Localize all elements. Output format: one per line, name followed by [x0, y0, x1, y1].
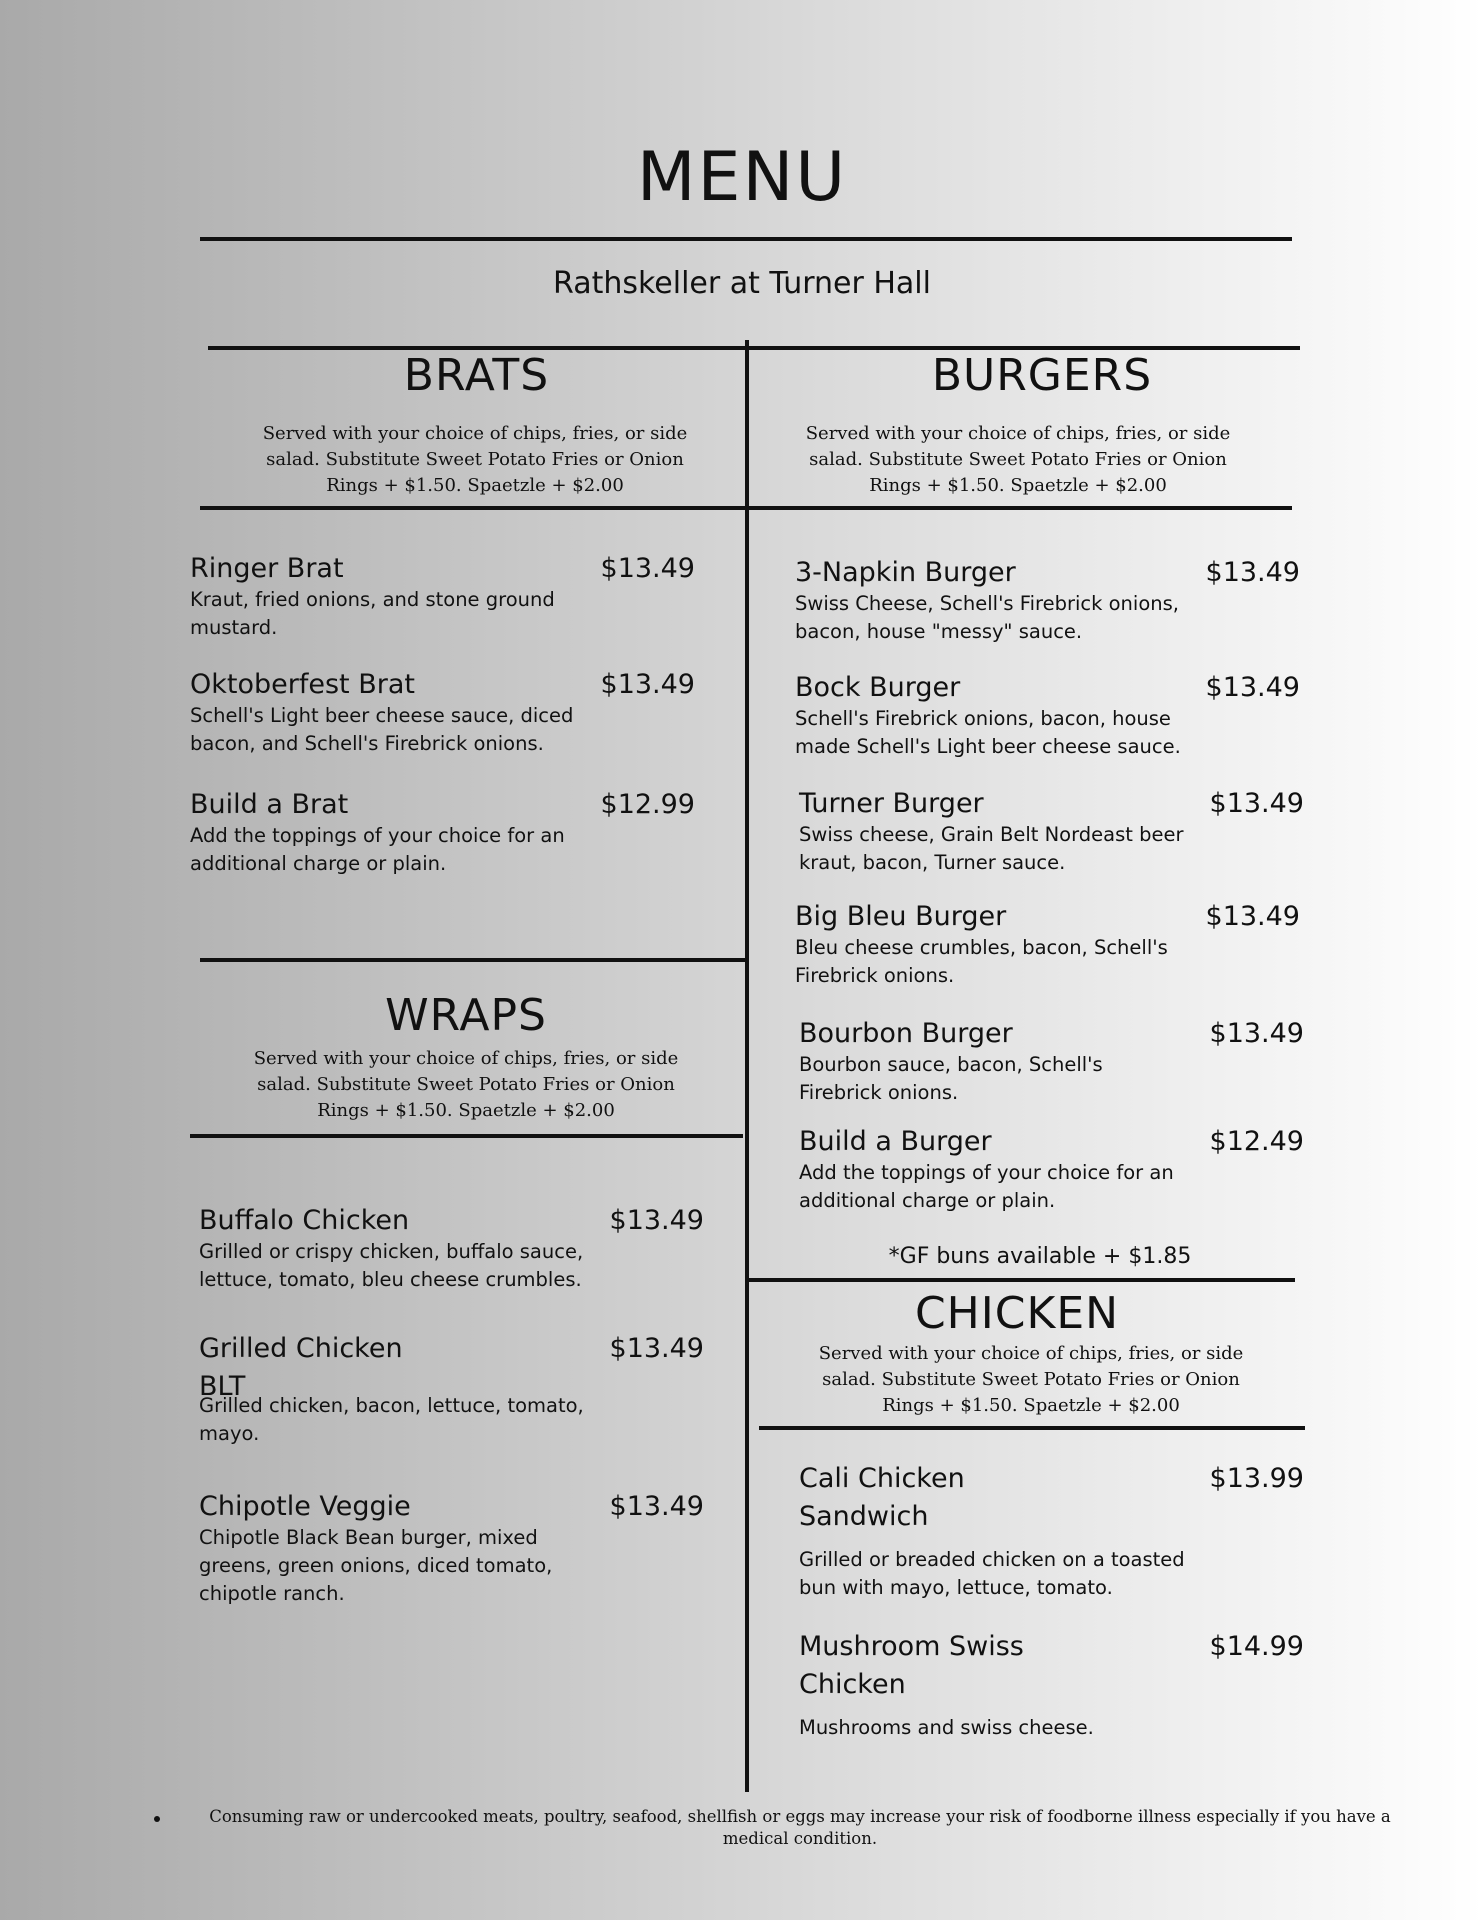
- menu-title: MENU: [636, 138, 848, 217]
- burgers-description: Served with your choice of chips, fries, or side salad. Substitute Sweet Potato Fries or Onion Rings + $1.50. Spaetzle + $2.00: [805, 423, 1231, 496]
- item-price: $13.99: [1209, 1463, 1304, 1494]
- item-description: Mushrooms and swiss cheese.: [799, 1716, 1094, 1739]
- menu-item-ringer-brat: [190, 550, 695, 650]
- food-safety-disclaimer: Consuming raw or undercooked meats, poultry, seafood, shellfish or eggs may increase your risk of foodborne illness especially if you have a medical condition.: [209, 1807, 1391, 1848]
- menu-item-3-napkin-burger: [795, 554, 1300, 654]
- item-price: $12.49: [1209, 1126, 1304, 1157]
- menu-item-chipotle-veggie: [199, 1488, 704, 1608]
- brats-description: Served with your choice of chips, fries, or side salad. Substitute Sweet Potato Fries or Onion Rings + $1.50. Spaetzle + $2.00: [262, 423, 688, 496]
- item-description: Bourbon sauce, bacon, Schell's Firebrick onions.: [799, 1053, 1103, 1104]
- item-name: Turner Burger: [799, 788, 984, 819]
- wraps-top-rule: [200, 958, 745, 962]
- menu-item-buffalo-chicken: [199, 1202, 704, 1302]
- item-price: $13.49: [1209, 1018, 1304, 1049]
- wraps-bottom-rule: [190, 1134, 743, 1138]
- item-description: Add the toppings of your choice for an additional charge or plain.: [190, 824, 565, 875]
- item-description: Schell's Light beer cheese sauce, diced bacon, and Schell's Firebrick onions.: [190, 704, 574, 755]
- burgers-bottom-rule: [749, 506, 1292, 510]
- brats-heading: BRATS: [403, 350, 550, 401]
- gf-buns-note: *GF buns available + $1.85: [888, 1244, 1192, 1269]
- item-name: Bock Burger: [795, 672, 961, 703]
- menu-item-build-a-burger: [799, 1123, 1304, 1223]
- restaurant-name: Rathskeller at Turner Hall: [553, 266, 931, 301]
- menu-item-big-bleu-burger: [795, 898, 1300, 998]
- item-price: $12.99: [600, 789, 695, 820]
- item-description: Grilled or crispy chicken, buffalo sauce, lettuce, tomato, bleu cheese crumbles.: [199, 1240, 584, 1291]
- item-name: Mushroom Swiss Chicken: [799, 1631, 1024, 1700]
- item-description: Chipotle Black Bean burger, mixed greens, green onions, diced tomato, chipotle ranch.: [199, 1526, 553, 1605]
- item-price: $13.49: [600, 553, 695, 584]
- item-name: Bourbon Burger: [799, 1018, 1013, 1049]
- item-name: Ringer Brat: [190, 553, 344, 584]
- item-description: Schell's Firebrick onions, bacon, house made Schell's Light beer cheese sauce.: [795, 707, 1181, 758]
- item-description: Swiss Cheese, Schell's Firebrick onions, bacon, house "messy" sauce.: [795, 592, 1179, 643]
- item-price: $13.49: [1205, 557, 1300, 588]
- item-name: Grilled Chicken BLT: [199, 1333, 403, 1402]
- brats-bottom-rule: [200, 506, 745, 510]
- wraps-heading: WRAPS: [385, 990, 547, 1041]
- item-description: Kraut, fried onions, and stone ground mustard.: [190, 588, 555, 639]
- burgers-heading: BURGERS: [931, 350, 1153, 401]
- title-divider: [200, 237, 1292, 241]
- item-description: Grilled or breaded chicken on a toasted bun with mayo, lettuce, tomato.: [799, 1548, 1185, 1599]
- item-description: Swiss cheese, Grain Belt Nordeast beer kraut, bacon, Turner sauce.: [799, 823, 1184, 874]
- chicken-bottom-rule: [759, 1426, 1305, 1430]
- menu-item-mushroom-swiss-chicken: [799, 1628, 1304, 1758]
- item-name: Oktoberfest Brat: [190, 669, 415, 700]
- chicken-top-rule: [749, 1278, 1295, 1282]
- item-description: Add the toppings of your choice for an additional charge or plain.: [799, 1161, 1174, 1212]
- column-divider: [745, 340, 749, 1792]
- menu-item-build-a-brat: [190, 786, 695, 886]
- item-name: Big Bleu Burger: [795, 901, 1007, 932]
- item-price: $14.99: [1209, 1631, 1304, 1662]
- menu-item-bourbon-burger: [799, 1015, 1304, 1115]
- item-name: Chipotle Veggie: [199, 1491, 411, 1522]
- item-name: Build a Burger: [799, 1126, 992, 1157]
- menu-item-turner-burger: [799, 785, 1304, 885]
- item-price: $13.49: [609, 1491, 704, 1522]
- item-name: Buffalo Chicken: [199, 1205, 410, 1236]
- item-price: $13.49: [1209, 788, 1304, 819]
- item-description: Bleu cheese crumbles, bacon, Schell's Firebrick onions.: [795, 936, 1168, 987]
- chicken-heading: CHICKEN: [914, 1288, 1120, 1339]
- item-price: $13.49: [1205, 672, 1300, 703]
- bullet-point: [154, 1816, 160, 1822]
- item-price: $13.49: [609, 1205, 704, 1236]
- item-name: 3-Napkin Burger: [795, 557, 1016, 588]
- menu-item-oktoberfest-brat: [190, 666, 695, 766]
- menu-item-grilled-chicken-blt: [199, 1330, 704, 1450]
- menu-item-bock-burger: [795, 669, 1300, 769]
- item-price: $13.49: [1205, 901, 1300, 932]
- menu-item-cali-chicken-sandwich: [799, 1460, 1304, 1610]
- item-price: $13.49: [600, 669, 695, 700]
- item-price: $13.49: [609, 1333, 704, 1364]
- item-name: Build a Brat: [190, 789, 349, 820]
- item-name: Cali Chicken Sandwich: [799, 1463, 965, 1532]
- item-description: Grilled chicken, bacon, lettuce, tomato, mayo.: [199, 1394, 584, 1445]
- chicken-description: Served with your choice of chips, fries, or side salad. Substitute Sweet Potato Fries or Onion Rings + $1.50. Spaetzle + $2.00: [818, 1343, 1244, 1416]
- wraps-description: Served with your choice of chips, fries, or side salad. Substitute Sweet Potato Fries or Onion Rings + $1.50. Spaetzle + $2.00: [253, 1048, 679, 1121]
